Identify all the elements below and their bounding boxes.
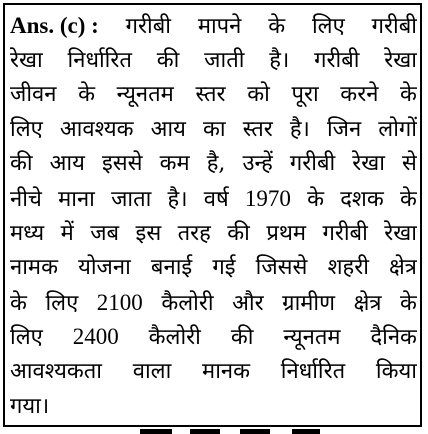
word: के — [307, 186, 325, 212]
word: लिए — [10, 325, 43, 351]
word: उन्हें — [242, 151, 273, 177]
word: योजना — [78, 255, 131, 281]
word: गई — [212, 255, 236, 281]
word: वर्ष — [203, 186, 229, 212]
word: है। — [269, 47, 290, 73]
word: में — [60, 220, 74, 246]
word: जब — [90, 220, 120, 246]
word: न्यूनतम — [116, 82, 174, 108]
word: कम — [159, 151, 190, 177]
text-line-4 — [10, 113, 417, 148]
word: गया। — [10, 393, 50, 419]
word: से — [402, 151, 417, 177]
word: की — [230, 325, 254, 351]
word: निर्धारित — [280, 358, 346, 384]
word: गरीबी — [322, 220, 368, 246]
text-line-2 — [10, 44, 417, 79]
word: जाता — [111, 186, 152, 212]
text-fragment — [292, 429, 320, 434]
word: गरीबी — [371, 14, 417, 39]
word: न्यूनतम — [283, 325, 341, 351]
word: मानक — [202, 358, 251, 384]
text-line-6 — [10, 182, 417, 217]
word: क्षेत्र — [389, 255, 417, 281]
word: गरीबी — [125, 14, 171, 39]
word: जिससे — [255, 255, 308, 281]
word: क्षेत्र — [353, 290, 382, 316]
word: जीवन — [10, 82, 57, 108]
word: के — [400, 290, 417, 316]
text-line-8 — [10, 251, 417, 286]
word: स्तर — [242, 116, 273, 142]
word: लिए — [10, 116, 43, 142]
answer-label: Ans. (c) : — [10, 13, 99, 38]
word: है। — [167, 186, 188, 212]
word: जाती — [204, 47, 245, 73]
word: के — [268, 14, 286, 39]
word: गरीबी — [289, 151, 336, 177]
word: है। — [289, 116, 310, 142]
word: प्रथम — [266, 220, 307, 246]
word: पूरा — [291, 82, 319, 108]
word: के — [10, 290, 27, 316]
word: करने — [340, 82, 379, 108]
word: की — [227, 220, 250, 246]
answer-box — [3, 3, 422, 427]
word: का — [203, 116, 226, 142]
text-line-12 — [10, 390, 417, 425]
word: आय — [150, 116, 186, 142]
text-line-11 — [10, 355, 417, 390]
word: निर्धारित — [67, 47, 132, 73]
word: को — [247, 82, 270, 108]
word: बनाई — [150, 255, 193, 281]
word: वाला — [132, 358, 172, 384]
word: गरीबी — [314, 47, 360, 73]
word: दैनिक — [370, 325, 417, 351]
word: दशक — [340, 186, 384, 212]
word: नामक — [10, 255, 58, 281]
word: के — [399, 186, 417, 212]
calorie-number-urban: 2100 — [96, 289, 143, 315]
word: कैलोरी — [148, 325, 201, 351]
word: लिए — [45, 290, 79, 316]
year-number: 1970 — [244, 185, 291, 211]
answer-text — [10, 9, 417, 424]
text-line-1 — [10, 9, 417, 44]
word: ग्रामीण — [282, 290, 336, 316]
word: की — [10, 151, 33, 177]
word: माना — [58, 186, 95, 212]
calorie-number-rural: 2400 — [72, 324, 119, 350]
word: इस — [135, 220, 162, 246]
word: रेखा — [352, 151, 385, 177]
text-line-10 — [10, 320, 417, 355]
word: आवश्यक — [59, 116, 134, 142]
text-line-3 — [10, 78, 417, 113]
text-line-7 — [10, 217, 417, 252]
word: तरह — [177, 220, 211, 246]
word: है, — [206, 151, 226, 177]
word: स्तर — [195, 82, 226, 108]
text-line-9 — [10, 286, 417, 321]
word: के — [400, 82, 417, 108]
text-fragment — [190, 429, 220, 434]
word: मध्य — [10, 220, 45, 246]
word: किया — [375, 358, 417, 384]
word: और — [232, 290, 264, 316]
word: इससे — [101, 151, 143, 177]
word: नीचे — [10, 186, 42, 212]
word: रेखा — [384, 47, 417, 73]
word: कैलोरी — [161, 290, 214, 316]
word: के — [78, 82, 96, 108]
word: शहरी — [327, 255, 369, 281]
word: लोगों — [378, 116, 417, 142]
word: आय — [49, 151, 85, 177]
text-fragment — [240, 429, 270, 434]
word: लिए — [311, 14, 345, 39]
word: की — [156, 47, 180, 73]
cropped-next-line — [0, 428, 428, 434]
word: आवश्यकता — [10, 358, 102, 384]
word: मापने — [197, 14, 242, 39]
text-line-5 — [10, 147, 417, 182]
text-fragment — [140, 429, 172, 434]
word: जिन — [326, 116, 362, 142]
word: रेखा — [10, 47, 43, 73]
word: रेखा — [384, 220, 417, 246]
